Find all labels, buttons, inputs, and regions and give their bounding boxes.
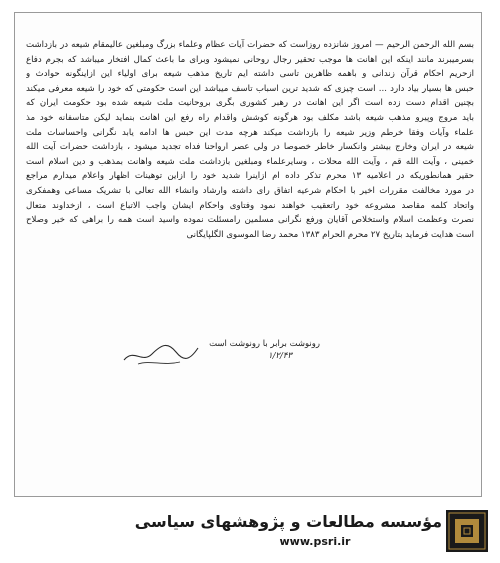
document-line: حقیر همانطوریکه در اعلامیه ۱۳ محرم تذکر داده ام ازاینرا شدید خود را ازاین توهینات اظهار واعلام میدارم مراجع — [26, 171, 474, 182]
document-line: شیعه در ایران وخارج بیشتر وانکسار خاطر خصوصا در ولی عصر ارواحنا فداه تجدید میشود ، بازداشت حضرات آیت الله — [26, 142, 474, 153]
document-body — [26, 38, 474, 242]
organization-url[interactable]: www.psri.ir — [279, 535, 351, 548]
psri-logo-icon — [446, 510, 488, 552]
document-line: واتحاد کلمه مقاصد مشروعه خود راتعقیب خواهند نمود وفتاوی واحکام ایشان واجب الاتباع است ، ازخداوند متعال — [26, 200, 474, 211]
document-line: بسرمیبرند مانند اینکه این اهانت ها موجب تحقیر رجال روحانی نمیشود وبرای ما باعث کمال افتخار میباشد که بجرم دفاع — [26, 54, 474, 65]
document-line: است هدایت فرماید بتاریخ ۲۷ محرم الحرام ۱۳۸۳ محمد رضا الموسوی الگلپایگانی — [186, 229, 474, 240]
signature-scribble — [120, 330, 202, 370]
document-line: خمینی ، وآیت الله قم ، وآیت الله محلات ، وسایرعلماء ومبلغین بازداشت ملت شیعه واهانت بمذهب و دین اسلام است — [26, 156, 474, 167]
copy-note: رونوشت برابر با رونوشت است — [209, 339, 320, 349]
document-line: علماء وآیات وفقا خرطم وزیر شیعه را بازداشت میکند هرچه مدت این حبس ها ادامه یابد نگرانی واحساسات ملت — [26, 127, 474, 138]
copy-date: ۱/۲/۴۳ — [268, 351, 292, 361]
document-line: در مورد مخالفت مقررات اخیر با احکام شرعیه اتفاق رای داشته وارشاد وانشاء الله تعالی با تشریک مساعی وهمفکری — [26, 185, 474, 196]
document-line: نصرت وعظمت اسلام واستخلاص آقایان ورفع نگرانی مسلمین رامسئلت نموده واسید است همه را براهی که خیر وصلاح — [26, 215, 474, 226]
document-line: بسم الله الرحمن الرحيم — امروز شانزده روزاست که حضرات آیات عظام وعلماء بزرگ ومبلغین عالیمقام شیعه در بازداشت — [26, 40, 474, 50]
document-line: باید مروج وپیرو مذهب شیعه باشد مکلف بود هرگونه کوشش واقدام راه رفع این اهانت بنماید لیکن متاسفانه خود مذ — [26, 112, 474, 123]
organization-name: مؤسسه مطالعات و پژوهشهای سیاسی — [134, 512, 442, 531]
document-line: بچنین اقدام دست زده است اگر این اهانت در رهبر کشوری بگری بروحانیت ملت شیعه شده بود حکومت ایران که — [26, 98, 474, 109]
document-line: حبس ها بسیار بیاد دارد ... است چیزی که شدید ترین اسباب تاسف میباشد این است حکومتی که خود را شیعه معرفی میکند — [26, 83, 474, 94]
document-line: ازحریم احکام قرآن زندانی و باهمه ظاهرین تاسی داشته ایم تاریخ مذهب شیعه برای اولیاء این ازاینگونه حوادث و — [26, 69, 474, 80]
